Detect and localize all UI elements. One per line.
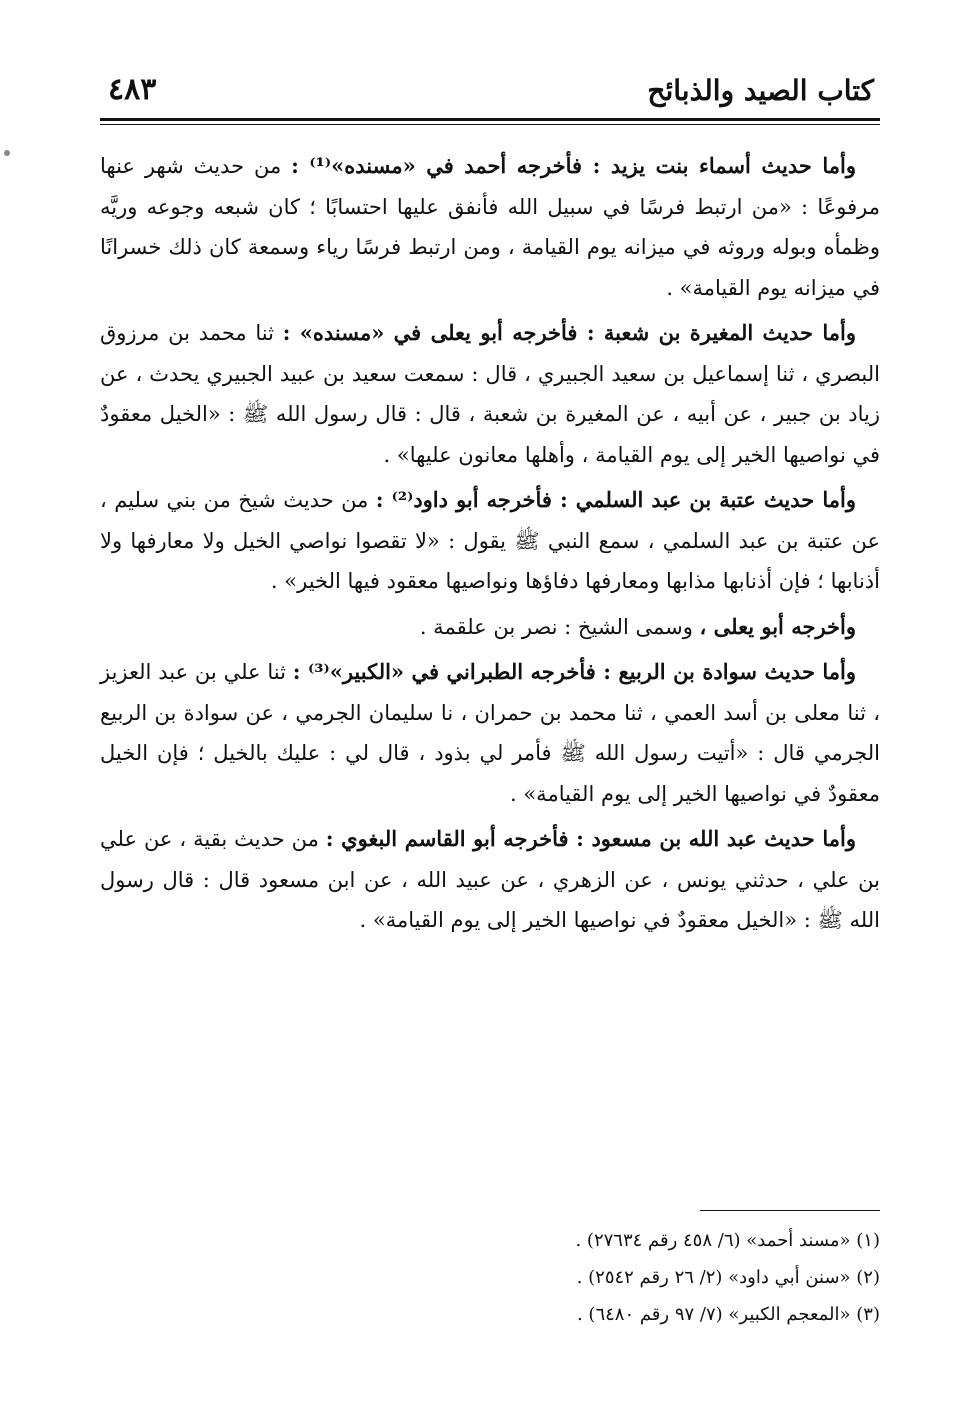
paragraph-ibn-masud <box>100 819 880 941</box>
paragraph-asma <box>100 146 880 308</box>
footnote-1: (١) «مسند أحمد» (٦/ ٤٥٨ رقم ٢٧٦٣٤) . <box>575 1230 880 1251</box>
running-head: كتاب الصيد والذبائح <box>647 74 874 107</box>
paragraph-lead: وأما حديث سوادة بن الربيع : فأخرجه الطبراني في «الكبير»⁽³⁾ : <box>292 659 856 684</box>
paragraph-mughira <box>100 313 880 475</box>
header-rule-thick <box>100 118 880 121</box>
paragraph-lead: وأما حديث المغيرة بن شعبة : فأخرجه أبو يعلى في «مسنده» : <box>282 320 856 345</box>
paragraph-text: من حديث بقية ، عن علي بن علي ، حدثني يونس ، عن الزهري ، عن عبيد الله ، عن ابن مسعود قال : قال رسول الله ﷺ : «الخيل معقودٌ في نواصيها الخير إلى يوم القيامة» . <box>100 827 880 932</box>
footnotes <box>100 1222 880 1333</box>
paragraph-lead: وأما حديث أسماء بنت يزيد : فأخرجه أحمد في «مسنده»⁽¹⁾ : <box>291 153 856 178</box>
paragraph-lead: وأما حديث عتبة بن عبد السلمي : فأخرجه أبو داود⁽²⁾ : <box>375 487 856 512</box>
main-text <box>100 146 880 946</box>
page-header <box>100 70 880 118</box>
page-number: ٤٨٣ <box>108 72 157 107</box>
paragraph-utba <box>100 480 880 602</box>
footnote-2: (٢) «سنن أبي داود» (٢/ ٢٦ رقم ٢٥٤٢) . <box>576 1267 880 1288</box>
paragraph-abu-yala <box>100 607 880 648</box>
header-rule-thin <box>100 124 880 125</box>
paragraph-text: ثنا محمد بن مرزوق البصري ، ثنا إسماعيل بن سعيد الجبيري ، قال : سمعت سعيد بن عبيد الجبيري يحدث ، عن زياد بن جبير ، عن أبيه ، عن المغيرة بن شعبة ، قال : قال رسول الله ﷺ : «الخيل معقودٌ في نواصيها الخير إلى يوم القيامة ، وأهلها معانون عليها» . <box>100 321 880 467</box>
paragraph-sawada <box>100 652 880 814</box>
margin-mark <box>4 150 10 156</box>
paragraph-text: من حديث شيخ من بني سليم ، عن عتبة بن عبد السلمي ، سمع النبي ﷺ يقول : «لا تقصوا نواصي الخيل ولا معارفها ولا أذنابها ؛ فإن أذنابها مذابها ومعارفها دفاؤها ونواصيها معقود فيها الخير» . <box>100 488 880 593</box>
paragraph-text: من حديث شهر عنها مرفوعًا : «من ارتبط فرسًا في سبيل الله فأنفق عليها احتسابًا ؛ كان شبعه وجوعه وريَّه وظمأه وبوله وروثه في ميزانه يوم القيامة ، ومن ارتبط فرسًا رياء وسمعة كان ذلك خسرانًا في ميزانه يوم القيامة» . <box>100 154 880 300</box>
footnote-3: (٣) «المعجم الكبير» (٧/ ٩٧ رقم ٦٤٨٠) . <box>576 1304 880 1325</box>
paragraph-lead: وأما حديث عبد الله بن مسعود : فأخرجه أبو القاسم البغوي : <box>325 826 856 851</box>
paragraph-text: ثنا علي بن عبد العزيز ، ثنا معلى بن أسد العمي ، ثنا محمد بن حمران ، نا سليمان الجرمي ، عن سوادة بن الربيع الجرمي قال : «أتيت رسول الله ﷺ فأمر لي بذود ، قال لي : عليك بالخيل ؛ فإن الخيل معقودٌ في نواصيها الخير إلى يوم القيامة» . <box>100 660 880 806</box>
footnote-separator <box>700 1210 880 1211</box>
paragraph-text: وسمى الشيخ : نصر بن علقمة . <box>419 614 700 639</box>
paragraph-lead: وأخرجه أبو يعلى ، <box>699 613 856 639</box>
